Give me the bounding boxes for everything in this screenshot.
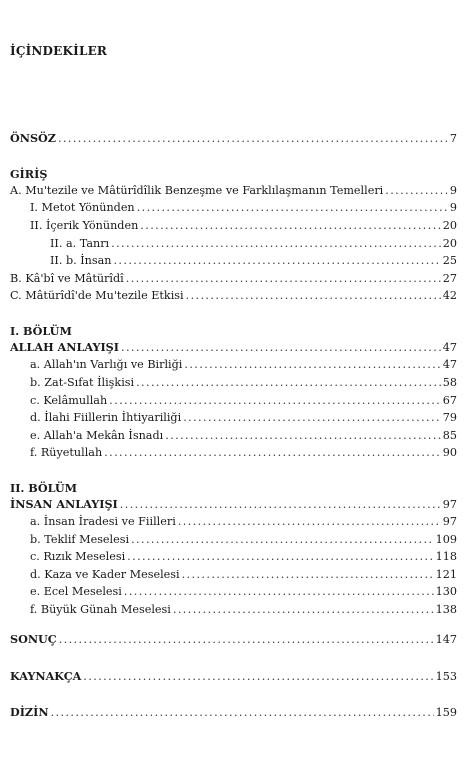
toc-entry[interactable] [50, 236, 457, 251]
toc-entry-label: II. İçerik Yönünden [30, 219, 139, 232]
toc-leader-dots [136, 375, 441, 390]
toc-entry[interactable] [30, 445, 457, 460]
toc-entry[interactable] [30, 200, 457, 215]
toc-leader-dots [120, 497, 441, 512]
toc-entry-label: d. İlahi Fiillerin İhtiyariliği [30, 411, 182, 424]
toc-entry-allah-anlayisi[interactable] [10, 340, 457, 355]
toc-entry-label: İNSAN ANLAYIŞI [10, 497, 118, 511]
toc-leader-dots [385, 183, 448, 198]
toc-entry-label: ÖNSÖZ [10, 131, 56, 145]
toc-leader-dots [109, 393, 441, 408]
toc-entry-sonuc[interactable] [10, 632, 457, 647]
toc-entry[interactable] [30, 428, 457, 443]
toc-entry-page: 97 [442, 515, 457, 528]
toc-entry-page: 25 [442, 254, 457, 267]
toc-entry-label: ALLAH ANLAYIŞI [10, 340, 119, 354]
toc-entry-label: c. Rızık Meselesi [30, 550, 126, 563]
section-heading-bolum-2: II. BÖLÜM [10, 481, 78, 495]
toc-leader-dots [184, 357, 440, 372]
toc-leader-dots [113, 253, 440, 268]
toc-entry-label: II. a. Tanrı [50, 237, 110, 250]
toc-entry-label: a. Allah'ın Varlığı ve Birliği [30, 358, 183, 371]
toc-entry[interactable] [30, 584, 457, 599]
toc-leader-dots [178, 514, 441, 529]
toc-entry-page: 47 [442, 341, 457, 354]
toc-entry-page: 85 [442, 429, 457, 442]
toc-entry-page: 153 [435, 670, 457, 683]
toc-entry[interactable] [30, 549, 457, 564]
toc-entry-dizin[interactable] [10, 705, 457, 720]
toc-leader-dots [131, 532, 434, 547]
toc-entry-page: 121 [435, 568, 457, 581]
toc-entry-page: 7 [449, 132, 457, 145]
toc-leader-dots [165, 428, 441, 443]
toc-entry[interactable] [30, 602, 457, 617]
toc-entry-label: I. Metot Yönünden [30, 201, 135, 214]
toc-entry-page: 79 [442, 411, 457, 424]
toc-entry[interactable] [30, 410, 457, 425]
toc-entry-label: f. Büyük Günah Meselesi [30, 603, 171, 616]
toc-leader-dots [173, 602, 434, 617]
toc-entry-label: KAYNAKÇA [10, 669, 82, 683]
toc-entry-page: 67 [442, 394, 457, 407]
toc-leader-dots [182, 567, 434, 582]
toc-entry-label: c. Kelâmullah [30, 394, 108, 407]
toc-entry-page: 97 [442, 498, 457, 511]
toc-entry-label: B. Kâ'bî ve Mâtürîdî [10, 272, 124, 285]
toc-entry-page: 90 [442, 446, 457, 459]
toc-leader-dots [121, 340, 441, 355]
toc-entry-onsoz[interactable] [10, 131, 457, 146]
toc-leader-dots [124, 584, 434, 599]
toc-entry-page: 9 [449, 184, 457, 197]
toc-entry-label: SONUÇ [10, 632, 57, 646]
section-heading-giris: GİRİŞ [10, 167, 48, 181]
toc-leader-dots [186, 288, 441, 303]
toc-entry-page: 27 [442, 272, 457, 285]
section-heading-bolum-1: I. BÖLÜM [10, 324, 72, 338]
toc-entry-page: 20 [442, 219, 457, 232]
toc-entry[interactable] [30, 357, 457, 372]
toc-entry[interactable] [10, 271, 457, 286]
toc-entry-label: A. Mu'tezile ve Mâtürîdîlik Benzeşme ve Farklılaşmanın Temelleri [10, 184, 384, 197]
toc-entry-page: 42 [442, 289, 457, 302]
toc-leader-dots [104, 445, 441, 460]
toc-entry-label: e. Allah'a Mekân İsnadı [30, 429, 164, 442]
toc-entry-insan-anlayisi[interactable] [10, 497, 457, 512]
toc-entry-page: 9 [449, 201, 457, 214]
toc-entry-label: DİZİN [10, 705, 49, 719]
toc-leader-dots [51, 705, 434, 720]
toc-entry-page: 20 [442, 237, 457, 250]
toc-leader-dots [111, 236, 441, 251]
toc-entry[interactable] [30, 218, 457, 233]
toc-leader-dots [126, 271, 441, 286]
toc-leader-dots [127, 549, 433, 564]
toc-entry-page: 47 [442, 358, 457, 371]
toc-entry-label: C. Mâtürîdî'de Mu'tezile Etkisi [10, 289, 184, 302]
toc-leader-dots [140, 218, 440, 233]
toc-entry[interactable] [30, 567, 457, 582]
toc-entry-page: 130 [435, 585, 457, 598]
toc-leader-dots [58, 131, 448, 146]
toc-entry-label: e. Ecel Meselesi [30, 585, 122, 598]
toc-entry-page: 109 [435, 533, 457, 546]
toc-entry-page: 138 [435, 603, 457, 616]
toc-entry[interactable] [30, 393, 457, 408]
toc-entry[interactable] [10, 183, 457, 198]
toc-entry[interactable] [50, 253, 457, 268]
toc-entry[interactable] [10, 288, 457, 303]
toc-entry-page: 159 [435, 706, 457, 719]
page-title: İÇİNDEKİLER [10, 44, 108, 58]
toc-entry[interactable] [30, 375, 457, 390]
toc-entry[interactable] [30, 532, 457, 547]
toc-entry[interactable] [30, 514, 457, 529]
toc-entry-kaynakca[interactable] [10, 669, 457, 684]
toc-entry-label: d. Kaza ve Kader Meselesi [30, 568, 180, 581]
toc-entry-label: b. Teklif Meselesi [30, 533, 130, 546]
toc-entry-page: 118 [435, 550, 457, 563]
toc-entry-label: f. Rüyetullah [30, 446, 103, 459]
toc-leader-dots [59, 632, 434, 647]
toc-entry-label: b. Zat-Sıfat İlişkisi [30, 376, 135, 389]
toc-entry-page: 147 [435, 633, 457, 646]
toc-entry-label: a. İnsan İradesi ve Fiilleri [30, 515, 176, 528]
toc-entry-page: 58 [442, 376, 457, 389]
toc-entry-label: II. b. İnsan [50, 254, 112, 267]
toc-leader-dots [83, 669, 433, 684]
toc-leader-dots [183, 410, 441, 425]
toc-leader-dots [137, 200, 448, 215]
